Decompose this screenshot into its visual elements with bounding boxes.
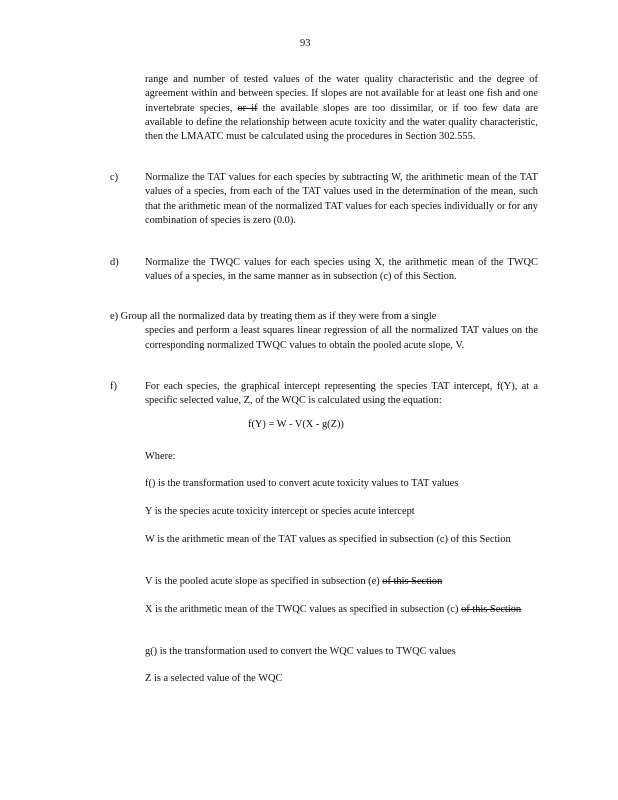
page-number: 93: [300, 38, 311, 49]
subsection-f-label: f): [110, 381, 117, 392]
definition-v: [145, 575, 538, 589]
intro-text-part1: range and number of tested values of the water quality characteristic and the degree of agreement within and between species. If slopes are not available for at least one fish and one invertebrate species,: [145, 74, 538, 114]
subsection-d-label: d): [110, 257, 119, 268]
subsection-c: [110, 171, 538, 228]
definition-x-strikethrough: of this Section: [461, 604, 522, 615]
definition-v-text: V is the pooled acute slope as specified in subsection (e): [145, 576, 383, 587]
where-label: Where:: [145, 451, 176, 462]
subsection-e-first-line: e) Group all the normalized data by treating them as if they were from a single: [110, 311, 437, 322]
subsection-d: [110, 256, 538, 285]
definition-z: Z is a selected value of the WQC: [145, 673, 283, 684]
subsection-f: [110, 380, 538, 409]
subsection-c-label: c): [110, 172, 119, 183]
subsection-d-text: Normalize the TWQC values for each species using X, the arithmetic mean of the TWQC values of a species, in the same manner as in subsection (c) of this Section.: [145, 257, 538, 283]
subsection-e: [110, 310, 538, 353]
definition-w: W is the arithmetic mean of the TAT values as specified in subsection (c) of this Section: [145, 534, 511, 545]
definition-y: Y is the species acute toxicity intercept or species acute intercept: [145, 506, 415, 517]
definition-f: f() is the transformation used to convert acute toxicity values to TAT values: [145, 478, 459, 489]
intro-text-part2: the available slopes are too dissimilar, or if too few data are available to define the relationship between acute toxicity and the water quality characteristic, then the LMAATC must be calculated using the procedures in Section 302.555.: [145, 102, 538, 143]
definition-g: g() is the transformation used to convert the WQC values to TWQC values: [145, 646, 456, 657]
intro-strikethrough: or if: [237, 102, 258, 114]
subsection-c-text: Normalize the TAT values for each species by subtracting W, the arithmetic mean of the TAT values of a species, from each of the TAT values used in the determination of the mean, such that the arithmetic mean of the normalized TAT values for each species individually or for any combination of species is zero (0.0).: [145, 172, 538, 226]
definition-x-text: X is the arithmetic mean of the TWQC values as specified in subsection (c): [145, 604, 462, 615]
definition-v-strikethrough: of this Section: [382, 576, 443, 587]
definition-x: [145, 603, 538, 617]
subsection-f-text: For each species, the graphical intercept representing the species TAT intercept, f(Y), at a specific selected value, Z, of the WQC is calculated using the equation:: [145, 381, 538, 407]
intro-paragraph: [145, 73, 538, 144]
equation: f(Y) = W - V(X - g(Z)): [248, 419, 344, 430]
subsection-e-text: species and perform a least squares linear regression of all the normalized TAT values on the corresponding normalized TWQC values to obtain the pooled acute slope, V.: [145, 325, 538, 351]
